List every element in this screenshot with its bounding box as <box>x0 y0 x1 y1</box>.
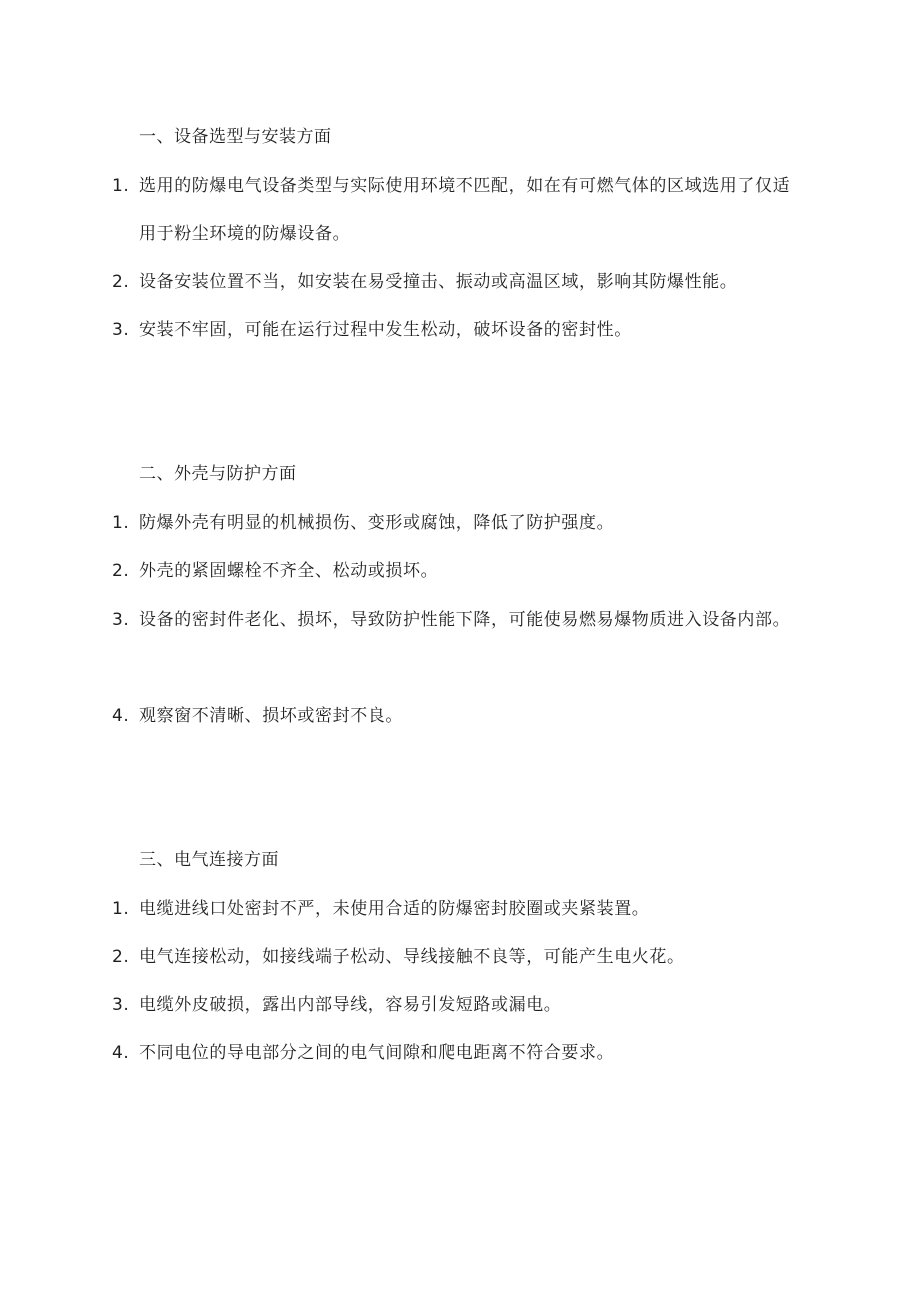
section-heading: 一、设备选型与安装方面 <box>139 127 332 147</box>
list-item <box>112 258 802 306</box>
section-heading: 三、电气连接方面 <box>139 850 279 870</box>
item-text: 选用的防爆电气设备类型与实际使用环境不匹配，如在有可燃气体的区域选用了仅适用于粉尘环境的防爆设备。 <box>139 176 791 244</box>
item-number: 4. <box>112 1043 130 1063</box>
list-item <box>112 981 802 1029</box>
item-text: 设备安装位置不当，如安装在易受撞击、振动或高温区域，影响其防爆性能。 <box>139 272 738 292</box>
item-text: 不同电位的导电部分之间的电气间隙和爬电距离不符合要求。 <box>139 1043 615 1063</box>
item-number: 3. <box>112 610 130 630</box>
list-item <box>112 306 802 354</box>
item-number: 2. <box>112 561 130 581</box>
item-text: 防爆外壳有明显的机械损伤、变形或腐蚀，降低了防护强度。 <box>139 513 615 533</box>
item-number: 1. <box>112 176 130 196</box>
item-text: 设备的密封件老化、损坏，导致防护性能下降，可能使易燃易爆物质进入设备内部。 <box>139 610 791 630</box>
item-number: 1. <box>112 899 130 919</box>
list-item <box>112 885 802 933</box>
list-item <box>112 499 802 547</box>
list-item <box>112 692 802 740</box>
item-text: 电缆外皮破损，露出内部导线，容易引发短路或漏电。 <box>139 995 562 1015</box>
item-text: 电气连接松动，如接线端子松动、导线接触不良等，可能产生电火花。 <box>139 947 685 967</box>
item-text: 观察窗不清晰、损坏或密封不良。 <box>139 706 403 726</box>
item-number: 4. <box>112 706 130 726</box>
list-item <box>112 162 802 258</box>
list-item <box>112 1029 802 1077</box>
item-number: 3. <box>112 320 130 340</box>
item-number: 2. <box>112 272 130 292</box>
item-text: 电缆进线口处密封不严，未使用合适的防爆密封胶圈或夹紧装置。 <box>139 899 650 919</box>
section-heading: 二、外壳与防护方面 <box>139 464 297 484</box>
list-item <box>112 933 802 981</box>
item-number: 3. <box>112 995 130 1015</box>
item-text: 安装不牢固，可能在运行过程中发生松动，破坏设备的密封性。 <box>139 320 632 340</box>
item-text: 外壳的紧固螺栓不齐全、松动或损坏。 <box>139 561 439 581</box>
list-item <box>112 596 802 644</box>
item-number: 2. <box>112 947 130 967</box>
item-number: 1. <box>112 513 130 533</box>
list-item <box>112 547 802 595</box>
